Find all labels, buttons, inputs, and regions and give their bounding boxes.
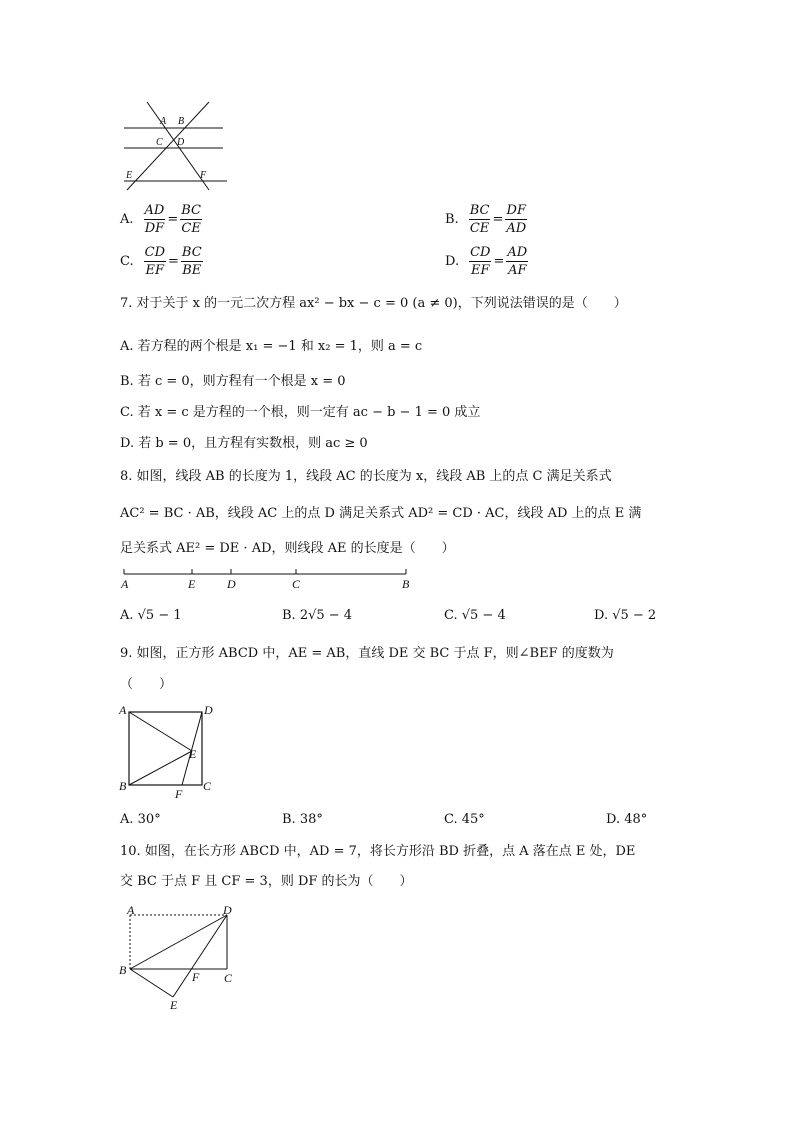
label-F: F: [192, 970, 200, 984]
q7-option-d: D. 若 b = 0，且方程有实数根，则 ac ≥ 0: [120, 436, 368, 451]
label-A: A: [119, 703, 127, 717]
label-B: B: [119, 963, 127, 977]
q8-option-d: D. √5 − 2: [594, 608, 657, 623]
label-A: A: [121, 577, 129, 591]
q9-option-a: A. 30°: [120, 812, 161, 827]
q10-line-1: 10. 如图，在长方形 ABCD 中，AD = 7，将长方形沿 BD 折叠，点 A 落在点 E 处，DE: [120, 844, 636, 859]
label-C: C: [292, 577, 301, 591]
segment-be: [130, 969, 173, 997]
q10-rectangle-figure: [115, 902, 245, 1012]
segment-be: [129, 751, 192, 785]
q8-segment-figure: [115, 566, 415, 594]
label-C: C: [156, 137, 163, 148]
label-E: E: [188, 577, 196, 591]
q6-option-c: C. $\frac{CD}{EF}$ = $\frac{BC}{BE}$: [120, 245, 202, 278]
q9-option-d: D. 48°: [606, 812, 648, 827]
q6-option-b: B. $\frac{BC}{CE}$ = $\frac{DF}{AD}$: [445, 203, 527, 236]
segment-ae: [129, 712, 192, 751]
q8-option-b: B. 2√5 − 4: [282, 608, 353, 623]
q6-option-d: D. $\frac{CD}{EF}$ = $\frac{AD}{AF}$: [445, 245, 528, 278]
q9-line-2: （ ）: [120, 677, 173, 692]
q7-option-a: A. 若方程的两个根是 x₁ = −1 和 x₂ = 1，则 a = c: [120, 339, 423, 354]
q8-line-1: 8. 如图，线段 AB 的长度为 1，线段 AC 的长度为 x，线段 AB 上的点 C 满足关系式: [120, 469, 612, 484]
q7-option-b: B. 若 c = 0，则方程有一个根是 x = 0: [120, 374, 346, 389]
q8-option-a: A. √5 − 1: [120, 608, 182, 623]
label-A: A: [160, 116, 167, 127]
label-D: D: [177, 137, 185, 148]
label-B: B: [402, 577, 410, 591]
q8-option-c: C. √5 − 4: [444, 608, 506, 623]
q10-line-2: 交 BC 于点 F 且 CF = 3，则 DF 的长为（ ）: [120, 874, 413, 889]
label-E: E: [170, 998, 178, 1012]
q9-option-b: B. 38°: [282, 812, 323, 827]
q6-option-a: A. $\frac{AD}{DF}$ = $\frac{BC}{CE}$: [120, 203, 201, 236]
label-E: E: [126, 170, 133, 181]
label-B: B: [119, 779, 127, 793]
q6-figure: [115, 98, 235, 194]
q8-line-2: AC² = BC · AB，线段 AC 上的点 D 满足关系式 AD² = CD · AC，线段 AD 上的点 E 满: [120, 506, 642, 521]
diagonal-bd: [130, 915, 227, 969]
q7-stem: 7. 对于关于 x 的一元二次方程 ax² − bx − c = 0 (a ≠ 0)，下列说法错误的是（ ）: [120, 296, 627, 311]
q9-line-1: 9. 如图，正方形 ABCD 中，AE = AB，直线 DE 交 BC 于点 F，则∠BEF 的度数为: [120, 646, 614, 661]
label-A: A: [127, 903, 135, 917]
label-D: D: [223, 903, 232, 917]
segment-de: [173, 915, 227, 997]
label-C: C: [224, 971, 233, 985]
label-F: F: [175, 787, 183, 800]
q9-square-figure: [115, 700, 225, 800]
label-C: C: [203, 779, 212, 793]
q7-option-c: C. 若 x = c 是方程的一个根，则一定有 ac − b − 1 = 0 成立: [120, 405, 481, 420]
label-F: F: [200, 170, 207, 181]
q9-option-c: C. 45°: [444, 812, 485, 827]
q8-line-3: 足关系式 AE² = DE · AD，则线段 AE 的长度是（ ）: [120, 541, 455, 556]
transversal-2: [127, 102, 209, 190]
label-D: D: [227, 577, 236, 591]
label-D: D: [204, 703, 213, 717]
label-B: B: [178, 116, 185, 127]
label-E: E: [189, 747, 197, 761]
